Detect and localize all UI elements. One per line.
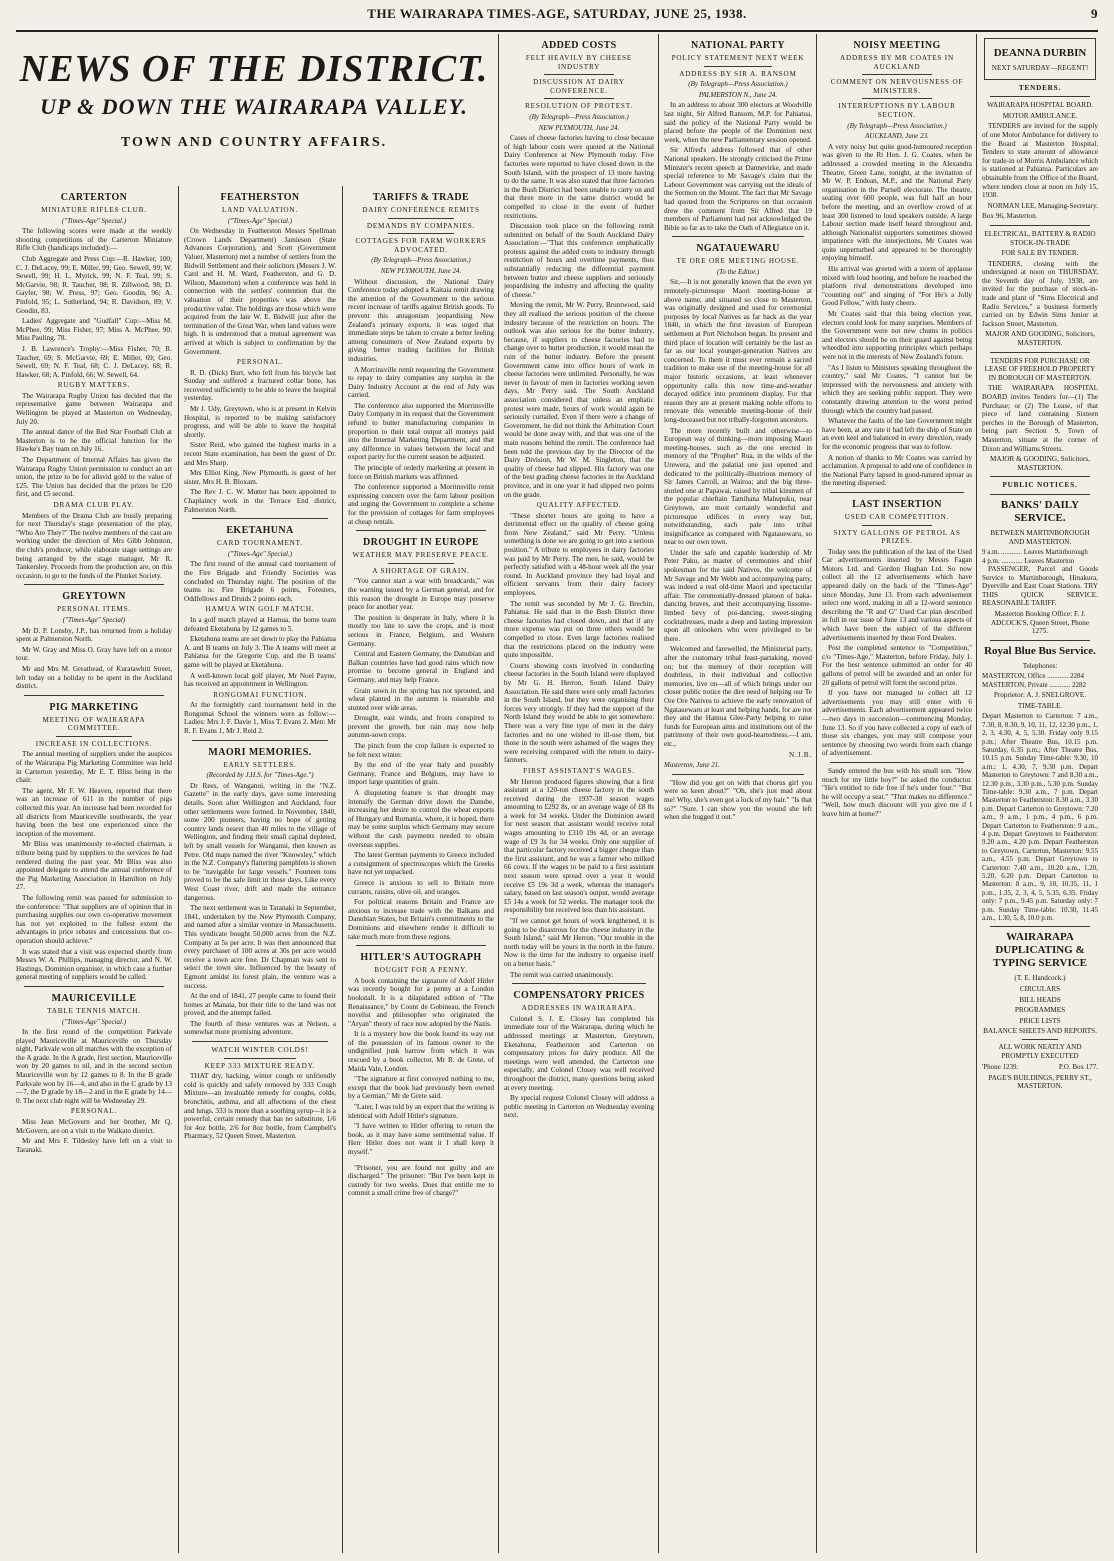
ad-subtitle: NEXT SATURDAY—REGENT! xyxy=(991,64,1089,72)
paragraph: It was stated that a visit was expected shortly from Messrs W. A. Phillips, managing director, and N. W. Hastings, Dominion organiser, in which case a further general meeting of suppliers would be called. xyxy=(16,947,172,982)
paragraph: His arrival was greeted with a storm of applause mixed with loud hooting, and before he reached the platform rival demonstrations developed into "counting out" and singing of "For He's a Jolly Good Fellow," with lusty cheers. xyxy=(822,265,972,308)
paragraph: At the fortnightly card tournament held in the Rongomai School the winners were as follow:—Ladies: Mrs J. F. Davie 1, Miss T. Evans 2. Men: Mr R. F. Evans 1, Mr J. Reid 2. xyxy=(184,701,336,736)
heading: MAURICEVILLE xyxy=(51,992,137,1004)
subheading: RONGOMAI FUNCTION. xyxy=(213,690,307,699)
column-4 xyxy=(504,34,654,1553)
paragraph: The first round of the annual card tournament of the Fire Brigade and Friendly Societies was concluded on Thursday night. The position of the teams is: Fire Brigade 6 points, Foresters, Oddfellows and Druids 2 points each. xyxy=(184,560,336,603)
subheading: SIXTY GALLONS OF PETROL AS PRIZES. xyxy=(833,528,961,546)
paragraph: The following remit was passed for submission to the conference: "That suppliers are of opinion that in purchasing supplies our own co-operative movement has not yet exploited to the fullest extent the advantages in price rebates and concessions that co-operation should achieve." xyxy=(16,893,172,945)
subheading: BOUGHT FOR A PENNY. xyxy=(374,966,468,975)
subheading: INTERRUPTIONS BY LABOUR SECTION. xyxy=(838,102,956,119)
heading: DROUGHT IN EUROPE xyxy=(362,537,480,549)
column-6 xyxy=(822,34,972,1553)
byline: (Recorded by J.H.S. for "Times-Age.") xyxy=(206,771,314,780)
paragraph: The latest German payments to Greece included a consignment of spectroscopes which the Greeks have not yet unpacked. xyxy=(348,851,494,877)
subheading: USED CAR COMPETITION. xyxy=(844,512,950,521)
heading: PIG MARKETING xyxy=(49,701,139,713)
heading: MAORI MEMORIES. xyxy=(208,746,312,758)
section-label: PUBLIC NOTICES. xyxy=(1002,481,1078,490)
tender-subtitle: FOR SALE BY TENDER. xyxy=(1001,249,1079,258)
paragraph: Without discussion, the National Dairy Conference today adopted a Kaitaia remit drawing the attention of the Government to the serious recent increase of tariffs against British goods. To prevent this antagonism jeopardising New Zealand's primary exports, it was urged that immediate steps be taken to create a better feeling among consumers of New Zealand exports by giving better trading facilities for British industries. xyxy=(348,277,494,363)
ad-title: WAIRARAPA DUPLICATING & TYPING SERVICE xyxy=(992,931,1088,970)
paragraph: The pinch from the crop failure is expected to be felt next winter. xyxy=(348,742,494,759)
subheading: COTTAGES FOR FARM WORKERS ADVOCATED. xyxy=(355,237,487,254)
tender-title: ELECTRICAL, BATTERY & RADIO STOCK-IN-TRADE xyxy=(984,229,1096,247)
paragraph: Members of the Drama Club are busily preparing for next Thursday's stage presentation of the play, "Who Are They?" The twelve members of the cast are working under the direction of Mrs Gibb Johnston, the club's producer, while elaborate stage settings are being arranged by the stage manager, Mr R. Tankersley. Proceeds from the production are, on this occasion, to go to the funds of the Plunket Society. xyxy=(16,511,172,580)
tender-title: WAIRARAPA HOSPITAL BOARD. xyxy=(986,101,1094,110)
paragraph: Eketahuna teams are set down to play the Pahiatua A. and B teams on July 3. The A teams will meet at Pahiatua for the Gregorie Cup, and the B teams' game will be played at Eketahuna. xyxy=(184,635,336,669)
heading: NOISY MEETING xyxy=(853,40,941,51)
ad-line: PROGRAMMES xyxy=(1014,1006,1066,1015)
timetable-line: 4 p.m. ............ Leaves Masterton xyxy=(982,556,1075,565)
paragraph: At the end of 1841, 27 people came to found their homes at Manaia, but their title to the land was not proved, and the attempt failed. xyxy=(184,992,336,1018)
byline: (By Telegraph—Press Association.) xyxy=(529,112,629,121)
paragraph: "I have written to Hitler offering to return the book, as it may have some sentimental value. If Herr Hitler does not want it I shall keep it myself." xyxy=(348,1122,494,1156)
paragraph: Club Aggregate and Press Cup:—R. Hawker, 100; C. J. DeLacey, 99; E. Miller, 99; Geo. Sewell, 99; W. Sewell, 99; H. L. Myrick, 99; N. F. Teal, 99; S. McGarvie, 98; R. Taucher, 98; R. Zillwood, 98; D. Gayfer, 98; W. Press, 97; Geo. Goodin, 96; A. Pinfold, 95; L. Sutherland, 94; R. Davidson, 89; V. Goodin, 83. xyxy=(16,254,172,315)
paragraph: Moving the remit, Mr W. Perry, Bruntwood, said they all realised the serious position of the cheese industry because of the restriction on hours. The outlook was also serious for the butter industry, because, if suppliers to cheese factories had to change over to butter production, it would mean the ruin of the butter industry. Before the present Government came into office hours of work in cheese factories were unlimited. Personally, he was never in favour of men in factories working seven days, Mr Perry said. The South Auckland association considered that unless an emphatic protest were made, hours of work would again be seriously curtailed. Even if there were a change of Government, he did not think the Arbitration Court would be done away with, and that was one of the main reasons behind the remit. The conference had been told the previous day by the Director of the Dairy Division, Mr W. M. Singleton, that the quality of cheese had slipped. His factory was one of the best grading cheese factories in the Auckland province, and in one year it had slipped two points on the grade. xyxy=(504,301,654,499)
paragraph: THE WAIRARAPA HOSPITAL BOARD invites Tenders for—(1) The Purchase; or (2) The Lease, of that piece of land containing Sixteen perches in the Borough of Masterton, being part Section 9, Town of Masterton, situate at the corner of Dixon and Williams Streets. xyxy=(982,384,1098,453)
byline: ("Times-Age" Special.) xyxy=(61,1017,127,1026)
page-number: 9 xyxy=(1091,6,1098,21)
subheading: ADDRESSES IN WAIRARAPA. xyxy=(521,1004,637,1013)
dateline: PALMERSTON N., June 24. xyxy=(698,90,778,99)
heading: TARIFFS & TRADE xyxy=(372,192,470,203)
subheading: PERSONAL. xyxy=(70,1107,118,1116)
ad-line: CIRCULARS xyxy=(1019,985,1061,994)
heading: NGATAUEWARU xyxy=(696,243,780,255)
paragraph: Mr J. Udy, Greytown, who is at present in Kelvin Hospital, is reported to be making satisfactory progress, and will be able to leave the hospital shortly. xyxy=(184,405,336,439)
dateline: NEW PLYMOUTH, June 24. xyxy=(538,123,620,132)
dateline: NEW PLYMOUTH, June 24. xyxy=(380,266,462,275)
paragraph: Cases of cheese factories having to close because of high labour costs were quoted at the National Dairy Conference at New Plymouth today. Five factories were reported to have closed down in the South Island, with the prospect of 13 more having to do the same. It was also stated that three factories in the Bush District had been unable to carry on and that three more in the same district would be compelled to close in the event of further restrictions. xyxy=(504,134,654,220)
subheading: ADDRESS BY MR COATES IN AUCKLAND xyxy=(840,54,954,71)
paragraph: The Rev J. C. W. Mutter has been appointed to Chaplaincy work in the Terrace End district, Palmerston North. xyxy=(184,488,336,514)
byline: (By Telegraph—Press Association.) xyxy=(688,80,788,89)
ad-byline: (T. E. Handcock.) xyxy=(1014,974,1066,983)
address: PAGE'S BUILDINGS, PERRY ST., MASTERTON. xyxy=(988,1073,1092,1091)
subheading: A SHORTAGE OF GRAIN. xyxy=(372,566,470,575)
paragraph: The agent, Mr F. W. Heaven, reported that there was an increase of 611 in the number of pigs collected this year. An increase had been recorded for all districts from Mauriceville southwards, the year having been the best one experienced since the inception of the movement. xyxy=(16,786,172,838)
subheading: MEETING OF WAIRARAPA COMMITTEE. xyxy=(42,715,146,733)
paragraph: In the first round of the competition Parkvale played Mauriceville at Mauriceville on Thursday night, Parkvale won all matches with the exception of the A grade. In the A grade, first section, Mauriceville won by 20 games to nil, and in the second section Mauriceville won by 12 games to 8. In the B grade Parkvale won by 16—4, and also in the C grade by 13—7, the D grade by 18—2 and in the E grade by 14—0. The next club night will be Wednesday 29. xyxy=(16,1028,172,1105)
paragraph: Mr and Mrs F. Tildesley have left on a visit to Taranaki. xyxy=(16,1137,172,1154)
heading: FEATHERSTON xyxy=(220,192,300,203)
paragraph: A book containing the signature of Adolf Hitler was recently bought for a penny at a London bookstall. It is a dilapidated edition of "The Renaissance," by Count de Gobineau, the French novelist and philosopher who originated the "Aryan" theory of race now adopted by the Nazis. xyxy=(348,976,494,1028)
paragraph: The following scores were made at the weekly shooting competitions of the Carterton Miniature Rifle Club (handicaps included):— xyxy=(16,227,172,253)
address: Box 96, Masterton. xyxy=(982,212,1038,221)
tender-title: TENDERS FOR PURCHASE OR LEASE OF FREEHOLD PROPERTY IN BOROUGH OF MASTERTON. xyxy=(984,356,1096,382)
paragraph: The remit was seconded by Mr J. G. Brechin, Pahiatua. He said that in the Bush District three cheese factories had closed down, and that if any more expense was put on three others would be compelled to close. Even large factories realised that the restrictions placed on the industry were quite impossible. xyxy=(504,599,654,660)
subheading: RUGBY MATTERS. xyxy=(57,381,131,390)
banner-subtitle: UP & DOWN THE WAIRARAPA VALLEY. xyxy=(40,94,468,119)
paragraph: Courts showing costs involved in conducting cheese factories in the South Island were displayed by Mr G. H. Herron, South Island Dairy Association. He said there were only small factories in the South Island, but they were organising their forces very strongly. If they had the support of the North Island they would be able to get somewhere. There was a very fine type of men in the dairy factories and no one wished to ill-use them, but those in the south were ashamed of the wages they were receiving compared with the return to dairy-farmers. xyxy=(504,661,654,765)
signature: N.J.B. xyxy=(789,750,812,759)
contact-row xyxy=(982,1063,1098,1072)
paragraph: The conference supported a Morrinsville remit expressing concern over the farm labour position and urging the Government to complete a scheme for the provision of cottages for farm employees at cheap rentals. xyxy=(348,483,494,526)
subheading: PERSONAL. xyxy=(236,358,284,367)
paragraph: Central and Eastern Germany, the Danubian and Balkan countries have had good rains which now promise to become general in England and Germany, and may help France. xyxy=(348,650,494,684)
subheading: POLICY STATEMENT NEXT WEEK xyxy=(671,54,805,62)
paragraph: The conference also supported the Morrinsville Dairy Company in its request that the Government refund to butter manufacturing companies in proportion to their total output all moneys paid into the Internal Marketing Department, and that any difference in values between the local and export parity for the current season be adjusted. xyxy=(348,401,494,462)
subheading: WATCH WINTER COLDS! xyxy=(211,1046,309,1055)
banner-title: NEWS OF THE DISTRICT. xyxy=(19,48,489,90)
paragraph: Mr Herron produced figures showing that a first assistant at a 120-ton cheese factory in the south received during the 1937-38 season wages amounting to £292 8s, or an average wage of £8 8s a week for 34 weeks. Under the Dominion award for next season that assistant would receive total wages amounting to £310 19s 4d, or an average wage of £9 3s for 34 weeks. Only one supplier of that particular factory received a bigger cheque than the first assistant, and he was a farmer who milked 66 cows. If the wages to be paid to a first assistant next season were spread over a year it would receive £5 19s 3d a week, whereas the manager's salary, based on last season's output, would average £5 14s a week for 52 weeks. The manager took the responsibility but received less than his assistant. xyxy=(504,777,654,915)
phone: 'Phone 1239. xyxy=(982,1063,1019,1072)
subheading: PERSONAL ITEMS. xyxy=(56,605,132,614)
paragraph: Mr and Mrs M. Greathead, of Kuratawhiti Street, left today on a holiday to be spent in the Auckland district. xyxy=(16,664,172,691)
paragraph: By the end of the year Italy and possibly Germany, France and Belgium, may have to import large quantities of grain. xyxy=(348,761,494,787)
paragraph: Post the completed sentence to "Competition," c/o "Times-Age," Masterton, before Friday, July 1. For the best sentence submitted an order for 40 gallons of petrol will be awarded and an order for 20 gallons of petrol will form the second prize. xyxy=(822,644,972,687)
paragraph: It is a mystery how the book found its way out of the possession of its famous owner to the undignified junk barrow from which it was rescued by a book collector, Mr R. de Grete, of Maida Vale, London. xyxy=(348,1030,494,1073)
paragraph: In a golf match played at Hamua, the home team defeated Eketahuna by 12 games to 5. xyxy=(184,615,336,633)
masthead xyxy=(16,0,1098,28)
subheading: KEEP 333 MIXTURE READY. xyxy=(204,1061,316,1070)
paragraph: Under the safe and capable leadership of Mr Peter Paku, as master of ceremonies and chief spokesman for the said Natives, the welcome of Mr Savage and Mr Webb and accompanying party, was indeed a real old-time Maori and spectacular affair. The ceremonially-dressed platoon of haka-dancing braves, and their accompanying lissome-limbed bevy of poi-dancing, sweet-singing cocktailresses, made a deep and lasting impression upon all onlookers who were privileged to be there. xyxy=(664,548,812,643)
ad-deanna-durbin xyxy=(984,38,1096,80)
dateline: Masterton, June 21. xyxy=(664,761,720,770)
paragraph: The fourth of these ventures was at Nelson, a somewhat more promising adventure. xyxy=(184,1019,336,1037)
paragraph: TENDERS are invited for the supply of one Motor Ambulance for delivery to the Board at Masterton Hospital. Tenders to state amount of allowance for trade-in of Morris Ambulance which is stationed at Pahiatua. Particulars are obtainable from the Office of the Board, where tenders close at noon on July 15, 1938. xyxy=(982,122,1098,200)
subheading: LAND VALUATION. xyxy=(221,206,299,214)
timetable: Depart Masterton to Carterton: 7 a.m., 7.30, 8, 8.30, 9, 10, 11, 12, 12.30 p.m., 1, 2, 3, 4.30, 4, 5, 5.30. Friday only 9.15 p.m.; After Theatre Bus, 10.15 p.m. Saturday, 6.35 p.m.; After Theatre Bus, 10.15 p.m. Sunday Time-table: 9.30, 10 a.m.; 1, 4.30, 7, 9.30 p.m. Depart Masterton to Greytown: 7 and 8.30 a.m., 12.30 p.m., 3.30 p.m., 5.30 p.m. Sunday Time-table: 9.30 a.m., 7 p.m. Depart Masterton to Featherston: 8.30 a.m., 3.30 p.m. Depart Carterton to Greytown: 7.20 a.m., 9 a.m., 1 p.m., 4 p.m., 6 p.m. Depart Carterton to Featherston: 9 a.m., 4 p.m. Depart Greytown to Featherston: 9.20 a.m., 4.20 p.m. Depart Featherston to Greytown, Carterton, Masterton: 9.55 a.m., 4.55 p.m. Depart Greytown to Carterton: 7.40 a.m., 10.20 a.m., 1.20, 5.20, 6.20 p.m. Depart Carterton to Masterton: 8 a.m., 9, 10, 10.35, 11, 1 p.m., 1.35, 2, 3, 4, 5, 5.35, 6.35. Friday only: 7 p.m., 9.45 p.m. Saturday only: 7 p.m. Sunday Time-table: 10.30, 11.45 a.m., 1.30, 5, 8, 10.0 p.m. xyxy=(982,712,1098,923)
paragraph: Sandy entered the bus with his small son. "How much for my little boy?" he asked the conductor. "He's entitled to ride free if he's under four." "But he will occupy a seat." "That makes no difference." "Well, how much discount will you give me if I leave him at home?" xyxy=(822,766,972,818)
ad-line: ALL WORK NEATLY AND PROMPTLY EXECUTED xyxy=(998,1043,1082,1060)
paragraph: "As I listen to Ministers speaking throughout the country," said Mr Coates, "I cannot but be impressed with the nervousness and anxiety with which they are seeking public support. They were constantly drawing attention to the worst period through which the country had passed. xyxy=(822,363,972,415)
signature: MAJOR AND GOODING, Solicitors, MASTERTON. xyxy=(985,330,1095,348)
paragraph: Miss Jean McGovern and her brother, Mr Q. McGovern, are on a visit to the Waikato district. xyxy=(16,1118,172,1135)
paragraph: The position is desperate in Italy, where it is mostly too late to save the crops, and is most serious in France, Belgium, and Western Germany. xyxy=(348,613,494,648)
column-7-ads xyxy=(982,34,1098,1553)
subheading: DISCUSSION AT DAIRY CONFERENCE. xyxy=(533,78,625,95)
paragraph: The more recently built and otherwise—to European way of thinking—more imposing Maori meeting-houses, such as the one erected in memory of the "Prophet" Rua, in the wilds of the Urewera, and the palatial one just opened and dedicated to the politically-illustrious memory of Sir James Carroll, at Wairoa; and the big three-storied one at Papawai, raised by tribal kinsmen of the popular chieftain Tamihana Mahupuku, near Greytown, are most certainly wonderful and picturesque edifices in every way but, notwithstanding, each pale into tribal insignificance as compared with Ngatauewaru, so near to our own town. xyxy=(664,426,812,547)
heading: CARTERTON xyxy=(60,192,128,203)
paragraph: Welcomed and farewelled, the Ministerial party, after the customary tribal feast-partaking, moved on; but the memory of their reception will doubtless, in their individual and collective memories, live on—all of which brings under our closer public notice the dire need of helping our Te Ore Ore Natives to achieve the early renovation of Ngatauewaru at least and helping hands, for are not they and the Hamua Glee-Party helping to raise funds for European aims and institutions out of the patrimony of their own good-heartedness.—I am, etc., xyxy=(664,645,812,748)
byline: (By Telegraph—Press Association.) xyxy=(371,256,471,265)
subheading: FIRST ASSISTANT'S WAGES. xyxy=(523,766,635,775)
paragraph: A disquieting feature is that drought may intensify the German drive down the Danube, increasing her desire to control the wheat exports of Hungary and Rumania, where, it is hoped, there may be some surplus which Germany may secure without the cash payments needed to obtain overseas supplies. xyxy=(348,789,494,849)
subheading: CARD TOURNAMENT. xyxy=(217,539,303,548)
paragraph: The annual dance of the Red Star Football Club at Masterton is to be the official function for the Hawke's Bay team on July 16. xyxy=(16,428,172,454)
ad-title: DEANNA DURBIN xyxy=(993,47,1087,59)
tender-subtitle: MOTOR AMBULANCE. xyxy=(1002,111,1078,120)
paragraph: "How did you get on with that chorus girl you were so keen about?" "Oh, she's just mad about me! Why, she's even got a lock of my hair." "Is that so?" "Sure. I can show you the wound she left when she hugged it out." xyxy=(664,778,812,822)
paragraph: "Later, I was told by an expert that the writing is identical with Adolf Hitler's signature. xyxy=(348,1103,494,1120)
banner-section: TOWN AND COUNTRY AFFAIRS. xyxy=(120,135,388,150)
column-1 xyxy=(16,186,172,1553)
news-banner xyxy=(16,34,492,186)
paragraph: The next settlement was in Taranaki in September, 1841, undertaken by the New Plymouth Company, and named after a similar venture in Massachusetts. This syndicate bought 50,000 acres from the N.Z. Company at 5s per acre. It was then announced that every purchaser of 100 acres at 30s per acre would receive a town acre free. Dr Chapman was sent to select the town site. Influenced by the beauty of Egmont amidst its forest plain, the venture was a success. xyxy=(184,904,336,990)
subheading: INCREASE IN COLLECTIONS. xyxy=(35,739,153,748)
subheading: HAMUA WIN GOLF MATCH. xyxy=(205,605,315,614)
paragraph: Mr D. P. Lonsby, J.P., has returned from a holiday spent at Palmerston North. xyxy=(16,626,172,644)
paragraph: Sir,—It is not generally known that the even yet remotely-picturesque Maori meeting-house at above name, and situated so close to Masterton, was originally designed and used for ceremonial purposes by local Natives as far back as the year 1840, in which the first invasion of European settlement at Port Nicholson began. Its present and third place of location will certainly be the last as far as our local younger-generation Natives are concerned. To them it must ever remain a sacred tradition to make use of the meeting-house for all major historic occasions, at least whenever opportunity calls this now time-and-weather decayed edifice into prominent display. For that reason they are at present making noble efforts to renovate this venerable meeting-house of their long-deceased but not tribally-forgotten ancestors. xyxy=(664,278,812,424)
subheading: TABLE TENNIS MATCH. xyxy=(47,1006,141,1015)
paragraph: Sister Reid, who gained the highest marks in a recent State examination, has been the guest of Dr. and Mrs Sharp. xyxy=(184,441,336,467)
paragraph: Mr Coates said that this being election year, electors could look for many surprises. Members of the Government were not new chums in politics and electors should be on their guard against being wheedled into supporting principles which perhaps were not in the interests of New Zealand's future. xyxy=(822,310,972,361)
paragraph: Mr Bliss was unanimously re-elected chairman, a tribute being paid by suppliers to the services he had rendered during the past year. Mr Bliss was also appointed delegate to attend the annual conference of the Pig Marketing Association in Hamilton on July 27. xyxy=(16,840,172,892)
paragraph: "You cannot start a war with breadcards," was the warning issued by a German general, and for this reason the drought in Europe may preserve peace for another year. xyxy=(348,577,494,612)
paragraph: Mrs Elliot King, New Plymouth, is guest of her sister, Mrs H. B. Bloxam. xyxy=(184,469,336,486)
subheading: EARLY SETTLERS. xyxy=(223,760,297,769)
section-label: TENDERS. xyxy=(1018,83,1062,92)
masthead-title: THE WAIRARAPA TIMES-AGE, SATURDAY, JUNE 25, 1938. xyxy=(367,6,747,21)
subheading: ADDRESS BY SIR A. RANSOM xyxy=(679,69,797,78)
subheading: WEATHER MAY PRESERVE PEACE. xyxy=(352,551,490,560)
ad-line: BILL HEADS xyxy=(1019,995,1061,1004)
paragraph: The principle of orderly marketing at present in force on British markets was affirmed. xyxy=(348,464,494,481)
heading: GREYTOWN xyxy=(62,591,126,603)
ad-label: Telephones: xyxy=(1022,661,1058,670)
ad-line: BALANCE SHEETS AND REPORTS. xyxy=(983,1027,1097,1036)
po-box: P.O. Box 177. xyxy=(1058,1063,1098,1072)
paragraph: Dr Rees, of Wanganui, writing in the "N.Z. Gazette" in the early days, gave some interesting details. Soon after Wellington and Auckland, four other settlements were formed. In November, 1840, some 200 pioneers, having no hope of getting country lands nearer than 40 miles to the village of Wellington, and finding their small capital depleted, left by small vessels for Wanganui, then known as Petre. Old maps named the river "Knowsley," which in the N.Z. Company's flattering pamphlets is shown to be "navigable for large vessels." Fourteen tons proved to be the safe limit in those days. Like every West Coast river, drift and made the entrance dangerous. xyxy=(184,781,336,902)
phone-line: MASTERTON, Office ............ 2284 xyxy=(982,672,1084,681)
byline: (By Telegraph—Press Association.) xyxy=(847,121,947,130)
paragraph: If you have not managed to collect all 12 advertisements you may still enter with 6 advertisements. Each advertisement appeared twice—two days in succession—commencing Monday, June 13. So if you have collected a copy of each of those six changes, you may still compose your sentence by choosing two words from each change of advertisement. xyxy=(822,689,972,758)
ad-title: Royal Blue Bus Service. xyxy=(984,644,1096,657)
byline: ("Times-Age" Special.) xyxy=(227,549,293,558)
subheading: DAIRY CONFERENCE REMITS xyxy=(362,206,480,214)
paragraph: Today sees the publication of the last of the Used Car advertisements inserted by Messrs Fagan Motors Ltd. and Gordon Hughan Ltd. So now collect all the 12 advertisements which have appeared daily on the back of the "Times-Age" since Monday, June 13. From each advertisement select one word, making in all a 12-word sentence describing the "R and G" Used Car plan described in full in our issue of June 13 and various aspects of which have been the subject of the different advertisements inserted by these Ford Dealers. xyxy=(822,547,972,642)
heading: HITLER'S AUTOGRAPH xyxy=(360,952,482,964)
paragraph: "Prisoner, you are found not guilty and are discharged." The prisoner: "But I've been kept in custody for two weeks. Does that entitle me to commit a small crime free of charge?" xyxy=(348,1163,494,1198)
heading: NATIONAL PARTY xyxy=(690,40,786,51)
paragraph: For political reasons Britain and France are anxious to increase trade with the Balkans and Danubian States, but Britain's commitments to the Dominions and elsewhere render it difficult to take much more from these regions. xyxy=(348,898,494,941)
paragraph: Discussion took place on the following remit submitted on behalf of the South Auckland Dairy Association:—"That this conference emphatically protests against the added costs to industry through restriction of hours and overtime payments, thus substantially reducing the differential payment between butter and cheese suppliers and seriously jeopardising the industry and affecting the quality of cheese." xyxy=(504,222,654,299)
subheading: TE ORE ORE MEETING HOUSE. xyxy=(676,257,800,266)
paragraph: A very noisy but quite good-humoured reception was given to the Rt Hon. J. G. Coates, when he addressed a crowded meeting in the Alexandra Theatre, Green Lane, tonight, at the invitation of Mr W. P. Endean, M.P., and the National Party organisation in the Parnell electorate. The theatre, seating over 600 people, was full half an hour before the meeting, and an overflow crowd of at least 300 listened to loud speakers outside. A large Labour section made itself heard throughout and, although Nationalist supporters sometimes showed impatience with the interjections, Mr Coates was quite unperturbed and appeared to be thoroughly enjoying himself. xyxy=(822,142,972,263)
paragraph: R. D. (Dick) Burt, who fell from his bicycle last Sunday and suffered a fractured collar bone, has recovered sufficiently to be able to leave the hospital yesterday. xyxy=(184,368,336,403)
byline: ("Times-Age" Special) xyxy=(62,615,126,624)
paragraph: On Wednesday in Featherston Messrs Spellman (Crown Lands Department) Jamieson (State Advances Corporation), and Scott (Government Valuer, Masterton) met a number of settlers from the Bidwill Settlement and their solicitors (Messrs J. W. Card and H. M. Ward, Featherston, and G. D. Wilson, Masterton) when a conference was held in connection with the settlers' contention that the valuation of their properties was above the productive value. The holdings are those which were acquired from the late W. E. Bidwill just after the termination of the Great War, when land values were high. It is understood that a mutual agreement was arrived at which is subject to confirmation by the Government. xyxy=(184,227,336,356)
paragraph: Greece is anxious to sell to Britain more currants, raisins, olive oil, and oranges. xyxy=(348,878,494,896)
paragraph: "These shorter hours are going to have a detrimental effect on the quality of cheese going from New Zealand," said Mr Perry. "Unless something is done we are going to get into a serious position." A tribute to employees in dairy factories was paid by Mr Perry. The men, he said, would be perfectly satisfied with a 48-hour week all the year round. In Auckland province they had loyal and efficient servants from their dairy factory employees. xyxy=(504,511,654,598)
ad-subtitle: BETWEEN MARTINBOROUGH AND MASTERTON. xyxy=(990,528,1090,546)
paragraph: Whatever the faults of the late Government might have been, at any rate it had left the ship of State on an even keel and balanced in every direction, ready for the economic progress that was to follow. xyxy=(822,417,972,451)
ad-title: BANKS' DAILY SERVICE. xyxy=(1000,498,1080,524)
signature: MAJOR & GOODING, Solicitors, MASTERTON. xyxy=(989,455,1091,472)
subheading: DEMANDS BY COMPANIES. xyxy=(366,221,476,230)
timetable-line: 9 a.m. ............ Leaves Martinborough xyxy=(982,548,1088,557)
paragraph: A well-known local golf player, Mr Noel Payne, has received an appointment in Wellington. xyxy=(184,671,336,689)
paragraph: The Wairarapa Rugby Union has decided that the representative game between Wairarapa and Wellington be played at Masterton on Wednesday, July 20. xyxy=(16,391,172,426)
subheading: FELT HEAVILY BY CHEESE INDUSTRY xyxy=(525,54,633,71)
phone-line: MASTERTON, Private ............ 2282 xyxy=(982,680,1087,689)
paragraph: A Morrinsville remit requesting the Government to repay to dairy companies any surplus in the Dairy Industry Account at the end of July was carried. xyxy=(348,365,494,400)
paragraph: J. B. Lawrence's Trophy:—Miss Fisher, 70; R. Taucher, 69; S. McGarvie, 69; E. Miller, 69; Geo. Sewell, 69; N. F. Teal, 68; C. J. DeLacey, 68; R. Hawker, 68; A. Pinfold, 66; W. Sewell, 64. xyxy=(16,344,172,379)
paragraph: Sir Alfred's address followed that of other National speakers. He strongly criticised the Prime Minister's recent speech at Dannevirke, and made special reference to Mr Savage's claim that the Labour Government was carrying out the ideals of the Sermon on the Mount. The fact that Mr Savage had quoted from the Scriptures on that occasion drew the comment from Sir Alfred that 19 members of Parliament had not acknowledged the Bible so far as to take the Oath of Allegiance on it. xyxy=(664,146,812,232)
ad-label: TIME-TABLE. xyxy=(1017,701,1063,710)
column-2 xyxy=(184,186,336,1553)
paragraph: Grain sown in the spring has not sprouted, and wheat planted in the autumn is miserable and stunted over wide areas. xyxy=(348,686,494,712)
heading: EKETAHUNA xyxy=(226,525,294,537)
paragraph: "If we cannot get hours of work lengthened, it is going to be disastrous for the cheese industry in the South Island," said Mr Herron. "Our trouble in the north today will be yours in the north in the future. Now is the time for the industry to organise itself on a better basis." xyxy=(504,917,654,968)
paragraph: "The signature at first conveyed nothing to me, except that the book had previously been owned by a German," Mr de Grete said. xyxy=(348,1075,494,1101)
columns xyxy=(16,34,1098,1553)
proprietor: Proprietor: A. J. SNELGROVE. xyxy=(993,691,1087,700)
ad-line: PRICE LISTS xyxy=(1019,1016,1061,1025)
subheading: QUALITY AFFECTED. xyxy=(536,501,622,510)
heading: ADDED COSTS xyxy=(541,40,617,51)
subheading: RESOLUTION OF PROTEST. xyxy=(525,102,633,111)
byline: ("Times-Age" Special.) xyxy=(61,216,127,225)
paragraph: Mr W. Gray and Miss O. Gray have left on a motor tour. xyxy=(16,645,172,663)
byline: ("Times-Age" Special.) xyxy=(227,216,293,225)
paragraph: Colonel S. J. E. Closey has completed his immediate tour of the Wairarapa, during which he addressed meetings at Masterton, Greytown, Eketahuna, Featherston and Carterton on compensatory prices for dairy produce. All the meetings were well attended, the Carterton one especially, and Colonel Closey was well received throughout the district, many questions being asked at every meeting. xyxy=(504,1014,654,1092)
subheading: DRAMA CLUB PLAY. xyxy=(53,501,135,509)
subheading: COMMENT ON NERVOUSNESS OF MINISTERS. xyxy=(830,78,964,95)
column-3 xyxy=(348,186,494,1553)
paragraph: In an address to about 300 electors at Woodville last night, Sir Alfred Ransom, M.P. for Pahiatua, said the policy of the National Party would be placed before the people of the Dominion next week, when the new Parliamentary session opened. xyxy=(664,101,812,144)
subheading: MINIATURE RIFLES CLUB. xyxy=(41,206,147,214)
paragraph: PASSENGER, Parcel and Goods Service to Martinborough, Hinakura, Dyerville and East Coast Stations. TRY THIS QUICK SERVICE. REASONABLE TARIFF. xyxy=(982,564,1098,608)
paragraph: Drought, east winds, and frosts conspired to prevent the growth, but rain may now help autumn-sown crops. xyxy=(348,714,494,740)
paragraph: Ladies' Aggregate and "Gudfall" Cup:—Miss M. McPhee, 99; Miss Fisher, 97; Miss A. McPhee, 90; Miss Pauling, 78. xyxy=(16,317,172,343)
paragraph: By special request Colonel Closey will address a public meeting in Carterton on Wednesday evening next. xyxy=(504,1094,654,1120)
paragraph: The annual meeting of suppliers under the auspices of the Wairarapa Pig Marketing Committee was held in Carterton yesterday, Mr E. T. Bliss being in the chair. xyxy=(16,750,172,785)
paragraph: The remit was carried unanimously. xyxy=(510,970,614,979)
signature: NORMAN LEE, Managing-Secretary. xyxy=(987,201,1098,210)
heading: COMPENSATORY PRICES xyxy=(513,990,645,1002)
paragraph: The Department of Internal Affairs has given the Wairarapa Rugby Union permission to conduct an art union, the prize to be for allsvid gold to the value of £25. The Union has decided that the prizes be £20 first, and £5 second. xyxy=(16,456,172,499)
booking-office: Masterton Booking Office: F. J. ADCOCK'S, Queen Street, Phone 1275. xyxy=(990,609,1090,636)
paragraph: TENDERS, closing with the undersigned at noon on THURSDAY, the Seventh day of July, 1938, are invited for the purchase of stock-in-trade and plant of "Sims Electrical and Radio Services," a business formerly carried on by Edwin Sims Junior at Jackson Street, Masterton. xyxy=(982,259,1098,328)
paragraph: A notion of thanks to Mr Coates was carried by acclamation. A proposal to add one of confidence in the National Party lapsed in good-natured uproar as the meeting dispersed. xyxy=(822,453,972,488)
dateline: AUCKLAND, June 23. xyxy=(865,132,929,141)
column-5 xyxy=(664,34,812,1553)
byline: (To the Editor.) xyxy=(716,267,760,276)
heading: LAST INSERTION xyxy=(852,498,942,510)
paragraph: THAT dry, hacking, winter cough or unfriendly cold is quickly and safely removed by 333 Cough Mixture—an invaluable remedy for coughs, colds, bronchitis, asthma, and all affections of the chest and lungs. 333 is more than a soothing syrup—it is a powerful, certain remedy that has no substitute. 1/6 for 4oz bottle, 2/6 for 8oz bottle, from Campbell's Pharmacy, 52 Queen Street, Masterton. xyxy=(184,1072,336,1141)
